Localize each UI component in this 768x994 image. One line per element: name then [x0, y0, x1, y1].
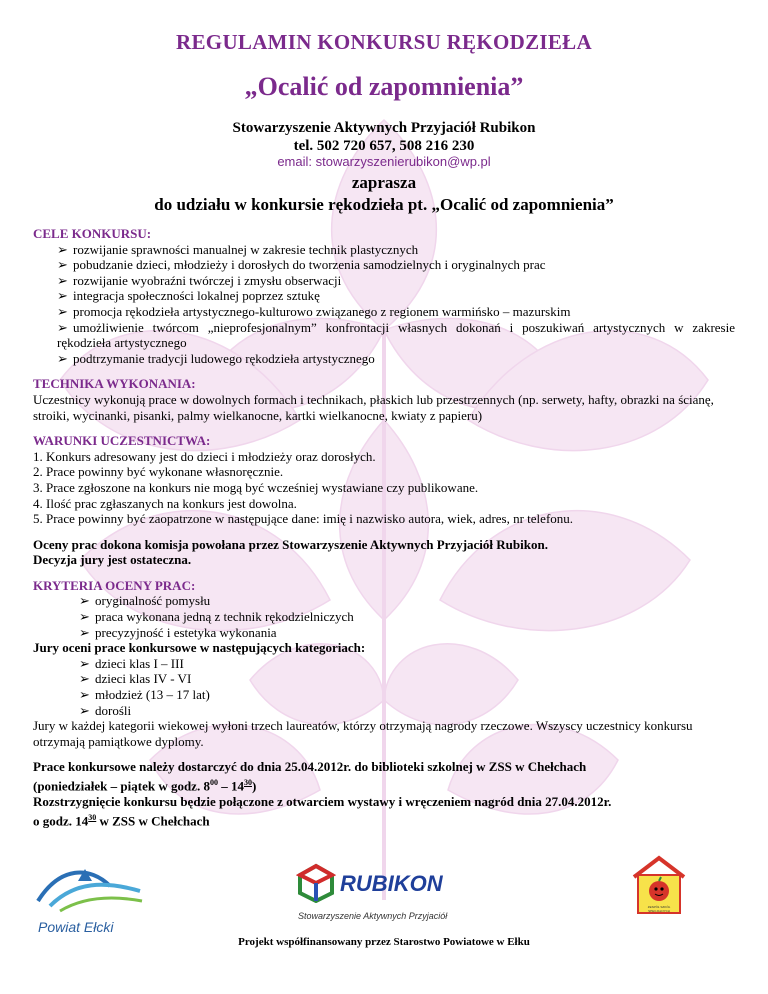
school-label: ZESPÓŁ SZKÓŁ SPECJALNYCH [647, 905, 671, 913]
powiat-swoosh-icon [30, 861, 150, 916]
arrow-bullet-icon: ➢ [57, 241, 68, 257]
invitation-line-2: do udziału w konkursie rękodzieła pt. „Ocalić od zapomnienia” [154, 195, 614, 214]
arrow-bullet-icon: ➢ [79, 624, 90, 640]
categories-list [33, 656, 735, 718]
organizer-email: email: stowarzyszenierubikon@wp.pl [277, 154, 491, 169]
criteria-section [33, 578, 735, 750]
conditions-section [33, 433, 735, 527]
criteria-list [33, 593, 735, 640]
arrow-bullet-icon: ➢ [79, 593, 90, 609]
list-item: ➢ umożliwienie twórcom „nieprofesjonalnym” konfrontacji własnych dokonań i poszukiwań artystycznych w zakresie rękodzieła artystycznego [57, 319, 735, 351]
list-item: ➢ rozwijanie wyobraźni twórczej i zmysłu obserwacji [57, 272, 342, 288]
arrow-bullet-icon: ➢ [57, 257, 68, 273]
awards-text: Jury w każdej kategorii wiekowej wyłoni trzech laureatów, którzy otrzymają nagrody rzeczowe. Wszyscy uczestnicy konkursu otrzymają pamiątkowe dyplomy. [33, 718, 693, 749]
organizer-name: Stowarzyszenie Aktywnych Przyjaciół Rubikon [232, 120, 536, 136]
list-item: ➢ dzieci klas IV - VI [79, 671, 192, 687]
arrow-bullet-icon: ➢ [57, 272, 68, 288]
list-item: ➢ praca wykonana jedną z technik rękodzielniczych [79, 609, 354, 625]
conditions-list [33, 449, 735, 527]
goals-section [33, 226, 735, 366]
rubikon-label: RUBIKON [340, 871, 443, 896]
delivery-line-2: (poniedziałek – piątek w godz. $8^{00} - 14^{30}$) [33, 778, 257, 794]
document-title: REGULAMIN KONKURSU RĘKODZIEŁA [176, 30, 592, 54]
list-item: ➢ pobudzanie dzieci, młodzieży i dorosłych do tworzenia samodzielnych i oryginalnych prac [57, 257, 546, 273]
list-item: 1. Konkurs adresowany jest do dzieci i młodzieży oraz dorosłych. [33, 448, 376, 464]
rubikon-logo [290, 863, 490, 933]
list-item: ➢ dorośli [79, 702, 132, 718]
criteria-heading: KRYTERIA OCENY PRAC: [33, 577, 196, 593]
jury-line-2: Decyzja jury jest ostateczna. [33, 552, 192, 568]
footer-note: Projekt współfinansowany przez Starostwo Powiatowe w Ełku [238, 936, 530, 948]
list-item: ➢ podtrzymanie tradycji ludowego rękodzieła artystycznego [57, 350, 375, 366]
list-item: ➢ dzieci klas I – III [79, 655, 184, 671]
powiat-elcki-logo [30, 861, 150, 935]
arrow-bullet-icon: ➢ [79, 609, 90, 625]
arrow-bullet-icon: ➢ [79, 687, 90, 703]
technique-section [33, 376, 735, 423]
list-item: ➢ oryginalność pomysłu [79, 593, 211, 609]
categories-heading: Jury oceni prace konkursowe w następujących kategoriach: [33, 640, 366, 656]
arrow-bullet-icon: ➢ [79, 671, 90, 687]
arrow-bullet-icon: ➢ [79, 702, 90, 718]
list-item: 2. Prace powinny być wykonane własnoręcznie. [33, 464, 284, 480]
delivery-section [33, 759, 735, 828]
technique-text: Uczestnicy wykonują prace w dowolnych formach i technikach, płaskich lub przestrzennych (np. serwety, hafty, obrazki na ścianę, stroiki, wycinanki, pisanki, palmy wielkanocne, kartki wielkanocne, kwiaty z papieru) [33, 391, 714, 423]
list-item: 4. Ilość prac zgłaszanych na konkurs jest dowolna. [33, 495, 297, 511]
arrow-bullet-icon: ➢ [57, 288, 68, 304]
delivery-line-3: Rozstrzygnięcie konkursu będzie połączone z otwarciem wystawy i wręczeniem nagród dnia 27.04.2012r. [33, 793, 612, 809]
list-item: ➢ rozwijanie sprawności manualnej w zakresie technik plastycznych [57, 241, 419, 257]
jury-line-1: Oceny prac dokona komisja powołana przez Stowarzyszenie Aktywnych Przyjaciół Rubikon. [33, 536, 548, 552]
goals-heading: CELE KONKURSU: [33, 226, 152, 241]
jury-note [33, 537, 735, 568]
rubikon-sub: Stowarzyszenie Aktywnych Przyjaciół [298, 911, 448, 921]
powiat-label: Powiat Ełcki [38, 919, 114, 935]
delivery-line-1: Prace konkursowe należy dostarczyć do dnia 25.04.2012r. do biblioteki szkolnej w ZSS w Chełchach [33, 759, 587, 775]
invitation-block [0, 172, 768, 216]
delivery-line-4: o godz. $14^{30}$ w ZSS w Chełchach [33, 812, 210, 828]
list-item: ➢ integracja społeczności lokalnej poprzez sztukę [57, 288, 320, 304]
arrow-bullet-icon: ➢ [79, 655, 90, 671]
arrow-bullet-icon: ➢ [57, 303, 68, 319]
organizer-phone: tel. 502 720 657, 508 216 230 [293, 138, 475, 154]
goals-list [33, 242, 735, 367]
technique-heading: TECHNIKA WYKONANIA: [33, 376, 196, 392]
list-item: ➢ młodzież (13 – 17 lat) [79, 687, 210, 703]
organizer-block [0, 119, 768, 155]
rules-body [33, 226, 735, 828]
list-item: 5. Prace powinny być zaopatrzone w następujące dane: imię i nazwisko autora, wiek, adres, nr telefonu. [33, 511, 574, 527]
conditions-heading: WARUNKI UCZESTNICTWA: [33, 433, 211, 449]
list-item: 3. Prace zgłoszone na konkurs nie mogą być wcześniej wystawiane czy publikowane. [33, 479, 479, 495]
document-subtitle: „Ocalić od zapomnienia” [244, 72, 524, 101]
invitation-line-1: zaprasza [351, 173, 417, 192]
rubikon-cube-icon [296, 863, 336, 903]
arrow-bullet-icon: ➢ [57, 350, 68, 366]
arrow-bullet-icon: ➢ [57, 319, 68, 335]
list-item: ➢ precyzyjność i estetyka wykonania [79, 624, 277, 640]
school-logo [630, 855, 688, 917]
list-item: ➢ promocja rękodzieła artystycznego-kulturowo związanego z regionem warmińsko – mazurskim [57, 303, 571, 319]
